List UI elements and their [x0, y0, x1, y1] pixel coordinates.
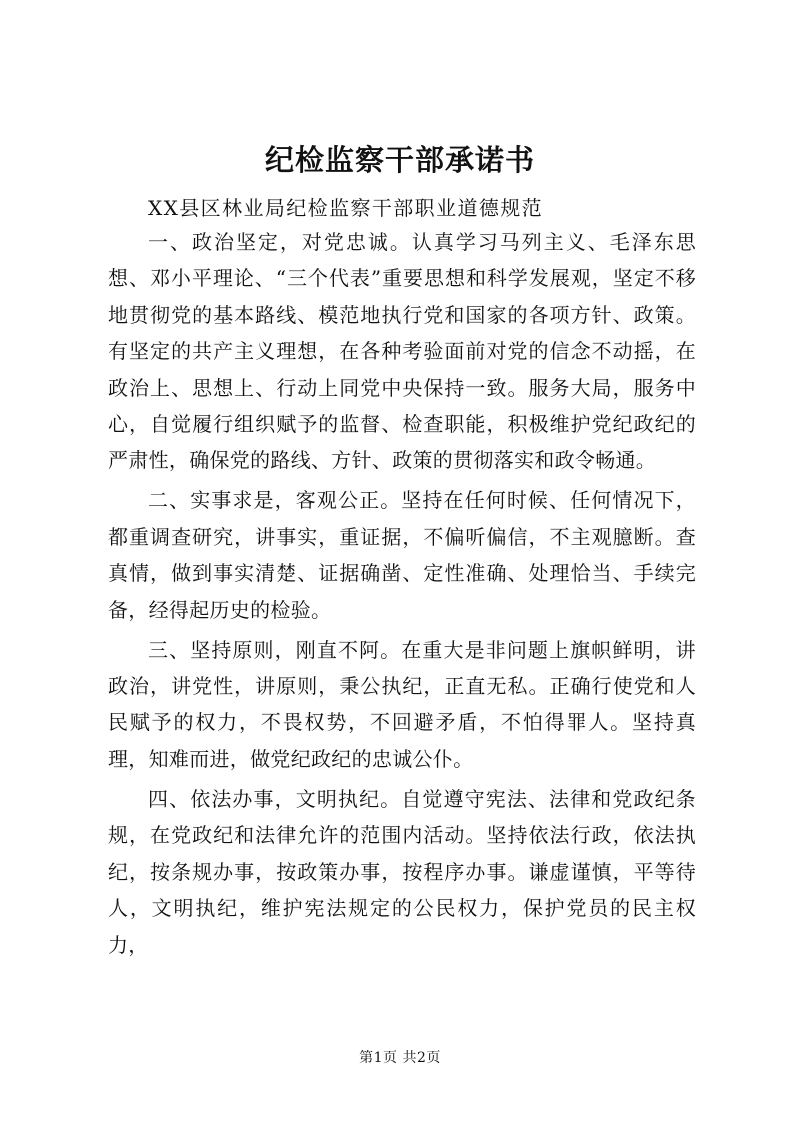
- paragraph-lawful-conduct: 四、依法办事，文明执纪。自觉遵守宪法、法律和党政纪条规，在党政纪和法律允许的范围内活动。坚持依法行政，依法执纪，按条规办事，按政策办事，按程序办事。谦虚谨慎，平等待人，文明执纪，维护宪法规定的公民权力，保护党员的民主权力，: [108, 786, 696, 957]
- document-subtitle: XX县区林业局纪检监察干部职业道德规范: [148, 196, 544, 220]
- paragraph-objective-fairness: 二、实事求是，客观公正。坚持在任何时候、任何情况下，都重调查研究，讲事实，重证据，不偏听偏信，不主观臆断。查真情，做到事实清楚、证据确凿、定性准确、处理恰当、手续完备，经得起历史的检验。: [108, 488, 696, 622]
- paragraph-political-loyalty: 一、政治坚定，对党忠诚。认真学习马列主义、毛泽东思想、邓小平理论、“三个代表”重要思想和科学发展观，坚定不移地贯彻党的基本路线、模范地执行党和国家的各项方针、政策。有坚定的共产主义理想，在各种考验面前对党的信念不动摇，在政治上、思想上、行动上同党中央保持一致。服务大局，服务中心，自觉履行组织赋予的监督、检查职能，积极维护党纪政纪的严肃性，确保党的路线、方针、政策的贯彻落实和政令畅通。: [108, 230, 696, 473]
- document-body: [108, 224, 696, 963]
- document-title: 纪检监察干部承诺书: [264, 143, 535, 177]
- page-number-footer: 第1页 共2页: [359, 1050, 441, 1066]
- paragraph-upholding-principles: 三、坚持原则，刚直不阿。在重大是非问题上旗帜鲜明，讲政治，讲党性，讲原则，秉公执纪，正直无私。正确行使党和人民赋予的权力，不畏权势，不回避矛盾，不怕得罪人。坚持真理，知难而进，做党纪政纪的忠诚公仆。: [108, 637, 696, 771]
